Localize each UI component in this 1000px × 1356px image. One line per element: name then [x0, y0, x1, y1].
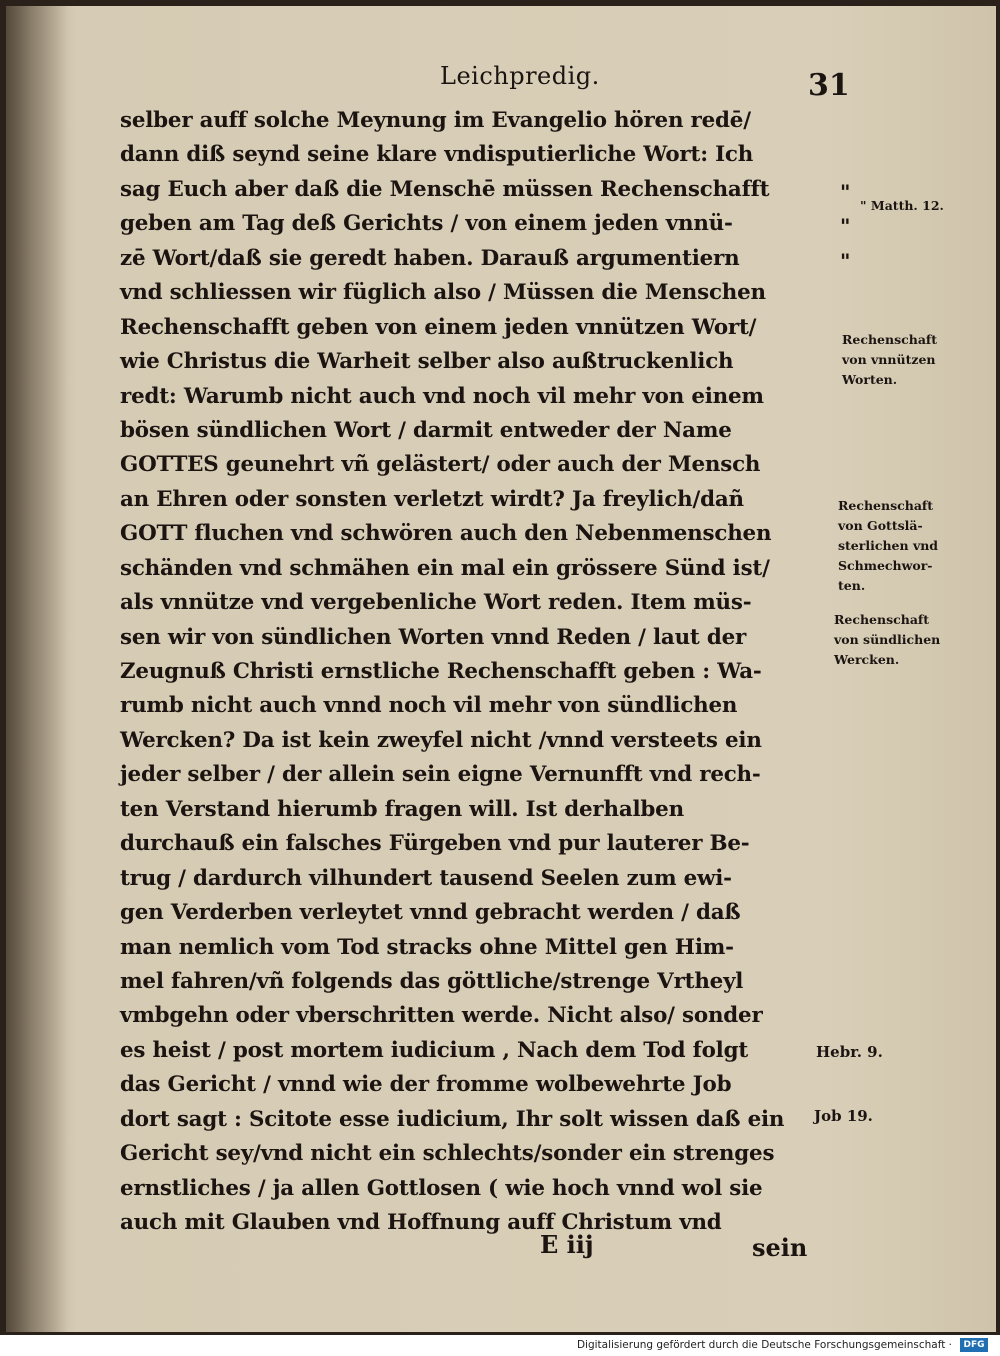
margin-note-blasphemy: [838, 496, 938, 596]
text-line: durchauß ein falsches Fürgeben vnd pur lauterer Be-: [120, 831, 750, 857]
signature-mark: E iij: [540, 1230, 594, 1259]
margin-note-line: Schmechwor-: [838, 558, 933, 573]
text-line: als vnnütze vnd vergebenliche Wort reden. Item müs-: [120, 590, 752, 616]
funding-credit: Digitalisierung gefördert durch die Deutsche Forschungsgemeinschaft ·: [576, 1339, 952, 1351]
text-line: sen wir von sündlichen Worten vnnd Reden / laut der: [120, 624, 747, 650]
text-line: gen Verderben verleytet vnnd gebracht werden / daß: [120, 900, 741, 926]
digitization-footer: [0, 1336, 1000, 1356]
quote-mark: ": [840, 180, 851, 204]
text-line: man nemlich vom Tod stracks ohne Mittel gen Him-: [120, 934, 734, 960]
text-line: wie Christus die Warheit selber also außtruckenlich: [120, 349, 734, 375]
text-line: bösen sündlichen Wort / darmit entweder der Name: [120, 417, 732, 443]
text-line: redt: Warumb nicht auch vnd noch vil mehr von einem: [120, 383, 764, 409]
margin-note-line: Rechenschaft: [834, 612, 930, 627]
text-line: mel fahren/vñ folgends das göttliche/strenge Vrtheyl: [120, 968, 744, 994]
quote-mark: ": [840, 248, 851, 273]
text-line: geben am Tag deß Gerichts / von einem jeden vnnü-: [120, 211, 733, 237]
margin-note-line: von Gottslä-: [838, 518, 923, 533]
text-line: schänden vnd schmähen ein mal ein grössere Sünd ist/: [120, 555, 770, 581]
catchword: sein: [752, 1233, 808, 1262]
margin-note-line: Worten.: [842, 372, 898, 387]
margin-note-line: Rechenschaft: [838, 498, 934, 513]
text-line: jeder selber / der allein sein eigne Vernunfft vnd rech-: [120, 762, 761, 788]
text-line: trug / dardurch vilhundert tausend Seelen zum ewi-: [120, 865, 732, 891]
text-line: das Gericht / vnnd wie der fromme wolbewehrte Job: [120, 1072, 732, 1098]
margin-note-sinful-works: [834, 610, 940, 670]
margin-note-job: [814, 1106, 873, 1126]
quote-mark: ": [840, 214, 851, 239]
margin-note-line: sterlichen vnd: [838, 538, 939, 553]
text-line: GOTT fluchen vnd schwören auch den Nebenmenschen: [120, 521, 772, 547]
dfg-logo: DFG: [960, 1338, 988, 1352]
text-line: Zeugnuß Christi ernstliche Rechenschafft geben : Wa-: [120, 659, 762, 684]
margin-note-line: von vnnützen: [842, 352, 936, 367]
text-line: Rechenschafft geben von einem jeden vnnützen Wort/: [120, 314, 757, 340]
text-line: Wercken? Da ist kein zweyfel nicht /vnnd versteets ein: [120, 727, 762, 753]
margin-note-line: Job 19.: [814, 1107, 873, 1125]
text-line: auch mit Glauben vnd Hoffnung auff Christum vnd: [120, 1210, 722, 1235]
margin-note-line: ten.: [838, 578, 866, 593]
margin-note-line: " Matth. 12.: [860, 198, 944, 213]
quotation-markers: [840, 175, 850, 278]
text-line: dann diß seynd seine klare vndisputierliche Wort: Ich: [120, 142, 754, 168]
text-line: es heist / post mortem iudicium , Nach dem Tod folgt: [120, 1037, 749, 1063]
margin-note-matthew: [860, 196, 944, 216]
text-line: dort sagt : Scitote esse iudicium, Ihr solt wissen daß ein: [120, 1106, 785, 1132]
text-line: an Ehren oder sonsten verletzt wirdt? Ja freylich/dañ: [120, 486, 744, 512]
margin-note-idle-words: [842, 330, 937, 390]
margin-note-line: Rechenschaft: [842, 332, 938, 347]
binding-gutter-shadow: [6, 6, 68, 1332]
text-line: selber auff solche Meynung im Evangelio hören redē/: [120, 108, 751, 133]
body-text: [120, 104, 840, 1240]
text-line: zē Wort/daß sie geredt haben. Darauß argumentiern: [120, 245, 740, 271]
running-head: Leichpredig.: [440, 62, 600, 90]
margin-note-line: Hebr. 9.: [816, 1043, 883, 1061]
text-line: ten Verstand hierumb fragen will. Ist derhalben: [120, 796, 684, 822]
text-line: ernstliches / ja allen Gottlosen ( wie hoch vnnd wol sie: [120, 1175, 763, 1201]
text-line: vmbgehn oder vberschritten werde. Nicht also/ sonder: [120, 1003, 763, 1029]
margin-note-hebrews: [816, 1042, 883, 1062]
text-line: GOTTES geunehrt vñ gelästert/ oder auch der Mensch: [120, 452, 761, 478]
text-line: vnd schliessen wir füglich also / Müssen die Menschen: [120, 280, 766, 306]
margin-note-line: von sündlichen: [834, 632, 941, 647]
page-number: 31: [808, 68, 850, 103]
margin-note-line: Wercken.: [834, 652, 900, 667]
text-line: sag Euch aber daß die Menschē müssen Rechenschafft: [120, 176, 770, 202]
text-line: rumb nicht auch vnnd noch vil mehr von sündlichen: [120, 693, 738, 719]
text-line: Gericht sey/vnd nicht ein schlechts/sonder ein strenges: [120, 1141, 775, 1167]
